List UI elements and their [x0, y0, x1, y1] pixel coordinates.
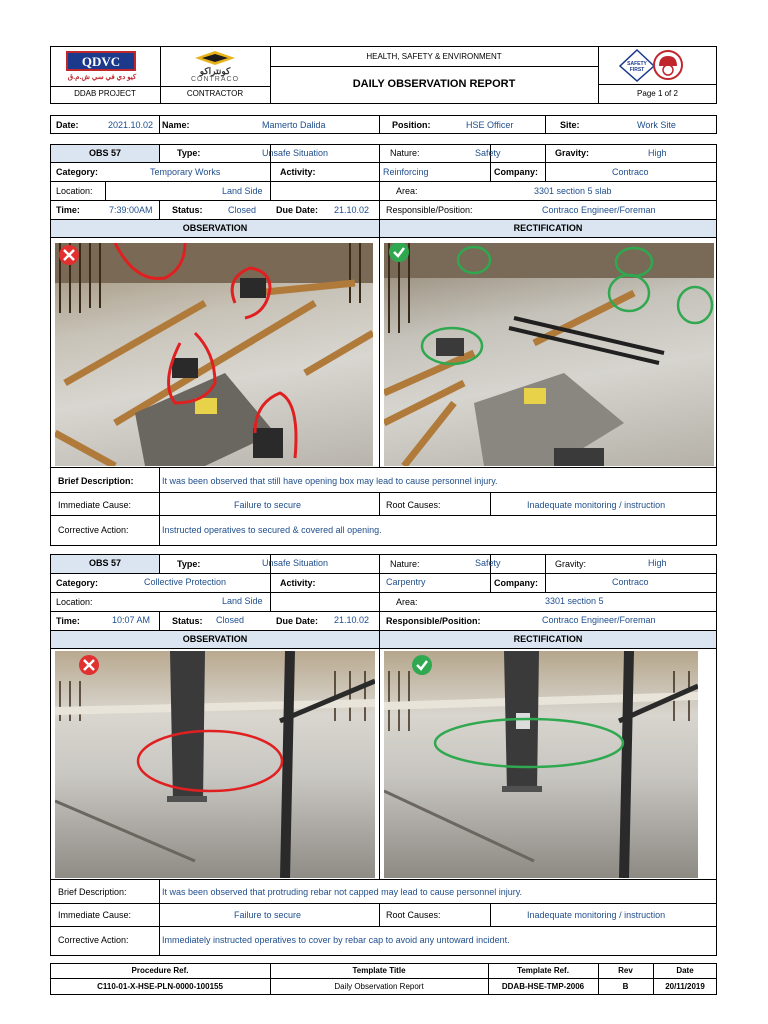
category-label: Category: — [56, 578, 99, 588]
observation-header: OBSERVATION — [50, 219, 380, 238]
type-value: Unsafe Situation — [262, 558, 329, 568]
category-label: Category: — [56, 167, 99, 177]
status-label: Status: — [172, 616, 203, 626]
date-label: Date: — [56, 120, 79, 130]
type-label: Type: — [177, 148, 201, 158]
template-title: Daily Observation Report — [334, 982, 424, 991]
category-value: Collective Protection — [144, 577, 227, 587]
type-value: Unsafe Situation — [262, 148, 329, 158]
company-label: Company: — [494, 578, 539, 588]
corrective-action-value: Instructed operatives to secured & covered all opening. — [162, 525, 382, 535]
immediate-cause-label: Immediate Cause: — [58, 910, 132, 920]
location-value: Land Side — [222, 186, 263, 196]
observer-position: HSE Officer — [466, 120, 514, 130]
observation-photo — [55, 651, 375, 878]
root-causes-label: Root Causes: — [386, 910, 441, 920]
brief-description: It was been observed that protruding rebar not capped may lead to cause personnel injury. — [162, 887, 523, 897]
immediate-cause-label: Immediate Cause: — [58, 500, 132, 510]
corrective-action-label: Corrective Action: — [58, 525, 129, 535]
activity-value: Carpentry — [386, 577, 426, 587]
gravity-label: Gravity: — [555, 559, 587, 569]
root-causes-value: Inadequate monitoring / instruction — [527, 500, 666, 510]
template-ref: DDAB-HSE-TMP-2006 — [501, 982, 585, 991]
contractor-logo-arabic: كونتراكو — [199, 66, 231, 76]
gravity-value: High — [648, 148, 667, 158]
template-ref-label: Template Ref. — [517, 966, 569, 975]
template-title-label: Template Title — [352, 966, 406, 975]
report-title: DAILY OBSERVATION REPORT — [352, 78, 516, 90]
position-label: Position: — [392, 120, 431, 130]
client-logo-text: QDVC — [81, 54, 121, 69]
type-label: Type: — [177, 559, 201, 569]
nature-label: Nature: — [390, 148, 420, 158]
brief-label: Brief Description: — [58, 476, 134, 486]
safety-badge-text: SAFETY — [627, 61, 647, 67]
company-label: Company: — [494, 167, 539, 177]
status-value: Closed — [216, 615, 245, 625]
site-value: Work Site — [637, 120, 676, 130]
obs-id: OBS 57 — [88, 558, 121, 568]
responsible-value: Contraco Engineer/Foreman — [542, 615, 656, 625]
rev-label: Rev — [618, 966, 633, 975]
brief-description: It was been observed that still have opening box may lead to cause personnel injury. — [162, 476, 498, 486]
area-label: Area: — [396, 597, 418, 607]
client-caption: DDAB PROJECT — [74, 89, 136, 98]
company-value: Contraco — [612, 577, 649, 587]
time-label: Time: — [56, 205, 80, 215]
date-label: Date — [676, 966, 694, 975]
department-title: HEALTH, SAFETY & ENVIRONMENT — [366, 52, 502, 61]
obs-id: OBS 57 — [88, 148, 121, 158]
safety-first-icon — [619, 49, 689, 82]
contractor-logo-icon — [190, 50, 240, 66]
location-value: Land Side — [222, 596, 263, 606]
page-number: Page 1 of 2 — [637, 89, 678, 98]
immediate-cause-value: Failure to secure — [234, 910, 302, 920]
immediate-cause-value: Failure to secure — [234, 500, 302, 510]
location-label: Location: — [56, 186, 93, 196]
company-value: Contraco — [612, 167, 649, 177]
responsible-label: Responsible/Position: — [386, 205, 473, 215]
observation-photo — [55, 243, 373, 466]
svg-text:FIRST: FIRST — [629, 67, 645, 73]
status-value: Closed — [228, 205, 257, 215]
name-label: Name: — [162, 120, 190, 130]
revision: B — [622, 982, 629, 991]
nature-value: Safety — [475, 148, 501, 158]
area-label: Area: — [396, 186, 418, 196]
time-label: Time: — [56, 616, 80, 626]
observation-header: OBSERVATION — [50, 630, 380, 649]
area-value: 3301 section 5 slab — [534, 186, 612, 196]
time-value: 10:07 AM — [112, 615, 151, 625]
root-causes-label: Root Causes: — [386, 500, 441, 510]
observer-name: Mamerto Dalida — [262, 120, 326, 130]
nature-label: Nature: — [390, 559, 420, 569]
procedure-ref: C110-01-X-HSE-PLN-0000-100155 — [97, 982, 223, 991]
client-logo-arabic: كيو دي في سي ش.م.ق — [67, 74, 137, 81]
root-causes-value: Inadequate monitoring / instruction — [527, 910, 666, 920]
rectification-header: RECTIFICATION — [379, 219, 717, 238]
area-value: 3301 section 5 — [545, 596, 604, 606]
due-date-label: Due Date: — [276, 205, 319, 215]
rectification-photo — [384, 651, 698, 878]
due-date-label: Due Date: — [276, 616, 319, 626]
contractor-caption: CONTRACTOR — [186, 89, 244, 98]
activity-value: Reinforcing — [383, 167, 429, 177]
responsible-label: Responsible/Position: — [386, 616, 481, 626]
responsible-value: Contraco Engineer/Foreman — [542, 205, 656, 215]
contractor-logo-text: CONTRACO — [190, 76, 240, 83]
report-date: 2021.10.02 — [108, 120, 154, 130]
category-value: Temporary Works — [150, 167, 221, 177]
revision-date: 20/11/2019 — [665, 982, 705, 991]
rectification-header: RECTIFICATION — [379, 630, 717, 649]
due-date-value: 21.10.02 — [334, 615, 370, 625]
rectification-photo — [384, 243, 714, 466]
site-label: Site: — [560, 120, 580, 130]
nature-value: Safety — [475, 558, 501, 568]
gravity-value: High — [648, 558, 667, 568]
client-logo — [66, 51, 136, 71]
activity-label: Activity: — [280, 167, 316, 177]
status-label: Status: — [172, 205, 203, 215]
due-date-value: 21.10.02 — [334, 205, 370, 215]
time-value: 7:39:00AM — [109, 205, 153, 215]
location-label: Location: — [56, 597, 93, 607]
procedure-ref-label: Procedure Ref. — [131, 966, 189, 975]
activity-label: Activity: — [280, 578, 316, 588]
gravity-label: Gravity: — [555, 148, 590, 158]
corrective-action-value: Immediately instructed operatives to cover by rebar cap to avoid any untoward incident. — [162, 935, 510, 945]
brief-label: Brief Description: — [58, 887, 127, 897]
corrective-action-label: Corrective Action: — [58, 935, 129, 945]
